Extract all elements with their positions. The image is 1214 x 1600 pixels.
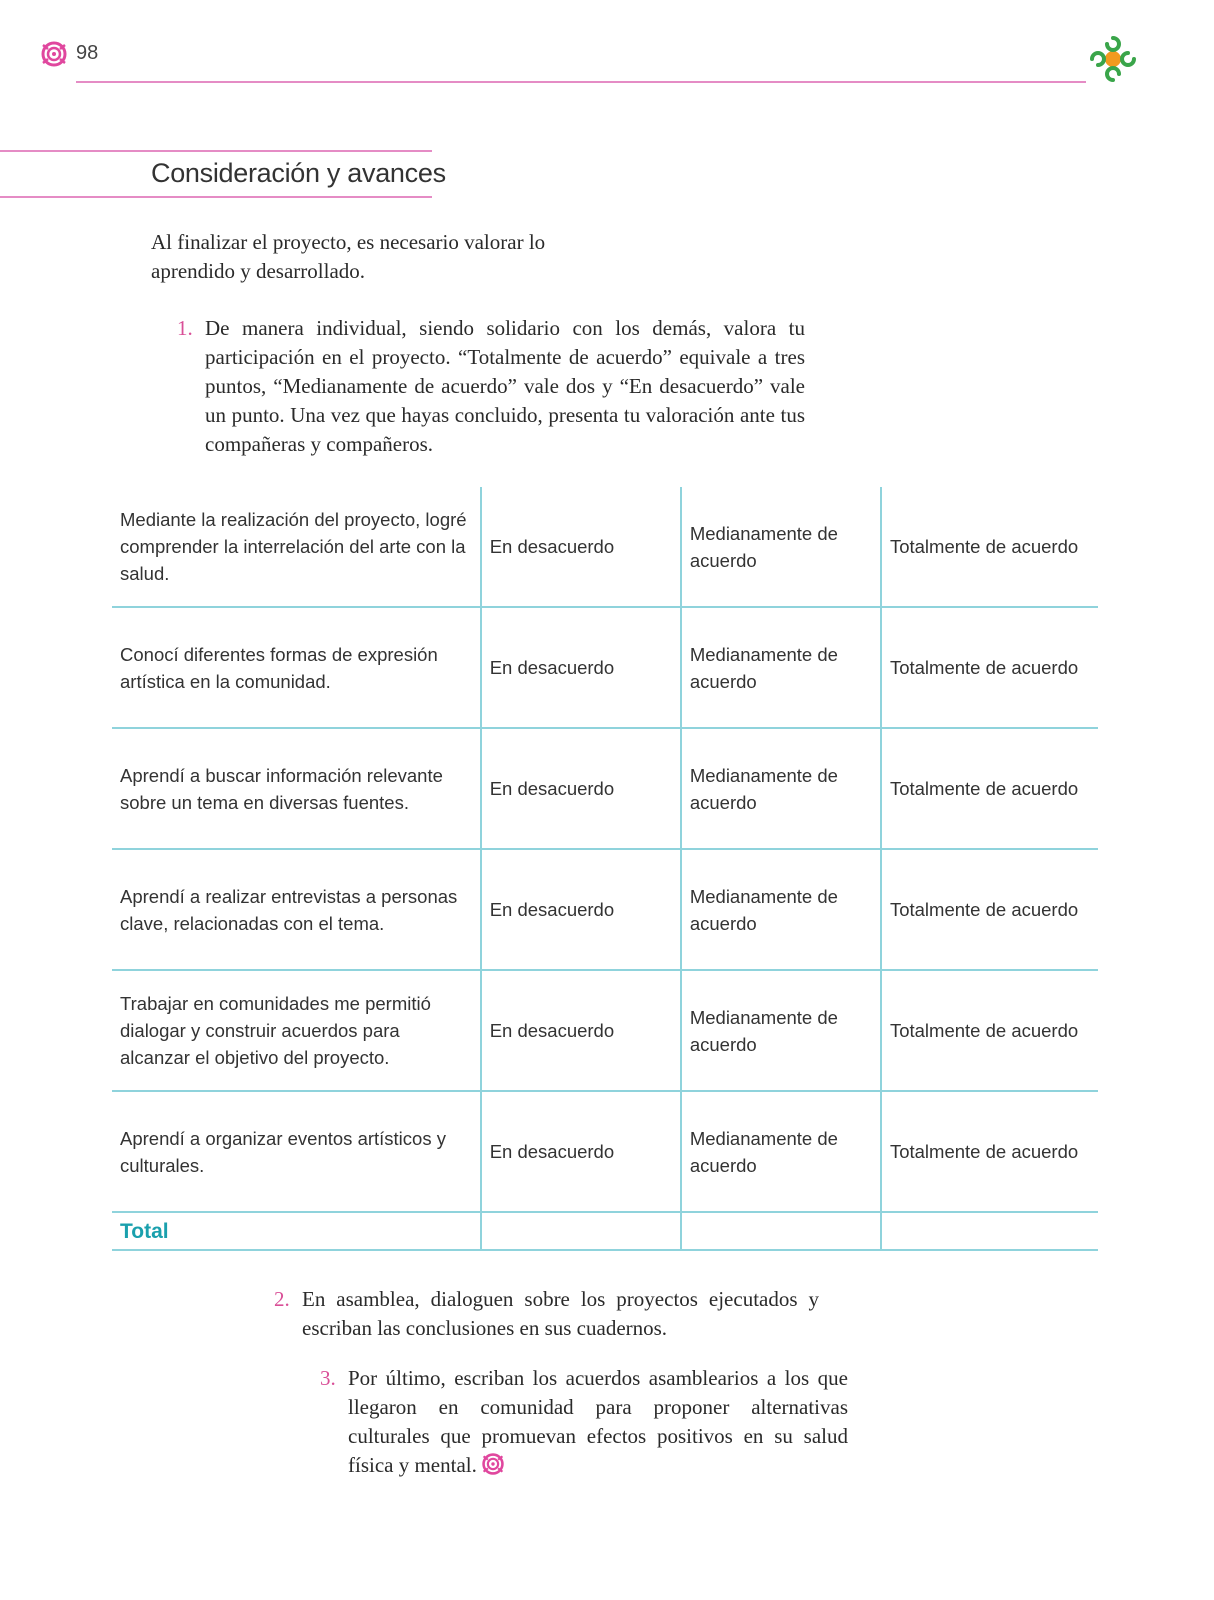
option-somewhat-agree[interactable]: Medianamente de acuerdo bbox=[681, 607, 881, 728]
intro-paragraph: Al finalizar el proyecto, es necesario valorar lo aprendido y desarrollado. bbox=[151, 230, 546, 283]
option-totally-agree[interactable]: Totalmente de acuerdo bbox=[881, 1091, 1098, 1212]
option-totally-agree[interactable]: Totalmente de acuerdo bbox=[881, 607, 1098, 728]
self-evaluation-table bbox=[112, 487, 1098, 1251]
statement-cell: Conocí diferentes formas de expresión artística en la comunidad. bbox=[112, 607, 481, 728]
section-title: Consideración y avances bbox=[151, 158, 446, 188]
item-number: 3. bbox=[320, 1366, 336, 1390]
item-text-wrap bbox=[348, 1364, 848, 1480]
table-row bbox=[112, 487, 1098, 607]
instruction-item-2 bbox=[274, 1285, 819, 1345]
option-somewhat-agree[interactable]: Medianamente de acuerdo bbox=[681, 849, 881, 970]
item-text: De manera individual, siendo solidario con los demás, valora tu participación en el proyecto. “Totalmente de acuerdo” equivale a tres puntos, “Medianamente de acuerdo” vale dos y “En desacuerdo” vale un punto. Una vez que hayas concluido, presenta tu valoración ante tus compañeras y compañeros. bbox=[205, 316, 805, 456]
option-somewhat-agree[interactable]: Medianamente de acuerdo bbox=[681, 487, 881, 607]
total-label: Total bbox=[112, 1212, 481, 1250]
item-text: Por último, escriban los acuerdos asamblearios a los que llegaron en comunidad para proponer alternativas culturales que promuevan efectos positivos en su salud física y mental. bbox=[348, 1366, 848, 1477]
statement-cell: Mediante la realización del proyecto, logré comprender la interrelación del arte con la salud. bbox=[112, 487, 481, 607]
total-somewhat-agree-cell[interactable] bbox=[681, 1212, 881, 1250]
instruction-item-3 bbox=[320, 1364, 848, 1484]
option-totally-agree[interactable]: Totalmente de acuerdo bbox=[881, 728, 1098, 849]
green-orange-flower-logo-icon bbox=[1086, 32, 1140, 86]
item-number: 1. bbox=[177, 316, 193, 340]
table-row bbox=[112, 970, 1098, 1091]
statement-cell: Trabajar en comunidades me permitió dialogar y construir acuerdos para alcanzar el objetivo del proyecto. bbox=[112, 970, 481, 1091]
option-disagree[interactable]: En desacuerdo bbox=[481, 487, 681, 607]
total-row bbox=[112, 1212, 1098, 1250]
title-rule-top bbox=[0, 150, 432, 152]
title-rule-bottom bbox=[0, 196, 432, 198]
option-somewhat-agree[interactable]: Medianamente de acuerdo bbox=[681, 1091, 881, 1212]
statement-cell: Aprendí a buscar información relevante sobre un tema en diversas fuentes. bbox=[112, 728, 481, 849]
option-totally-agree[interactable]: Totalmente de acuerdo bbox=[881, 849, 1098, 970]
table-row bbox=[112, 1091, 1098, 1212]
option-disagree[interactable]: En desacuerdo bbox=[481, 1091, 681, 1212]
pink-flower-icon bbox=[40, 40, 68, 68]
table-row bbox=[112, 728, 1098, 849]
option-disagree[interactable]: En desacuerdo bbox=[481, 970, 681, 1091]
table-row bbox=[112, 849, 1098, 970]
option-somewhat-agree[interactable]: Medianamente de acuerdo bbox=[681, 728, 881, 849]
option-disagree[interactable]: En desacuerdo bbox=[481, 607, 681, 728]
option-disagree[interactable]: En desacuerdo bbox=[481, 728, 681, 849]
total-totally-agree-cell[interactable] bbox=[881, 1212, 1098, 1250]
instruction-item-1 bbox=[177, 314, 805, 464]
option-totally-agree[interactable]: Totalmente de acuerdo bbox=[881, 487, 1098, 607]
total-disagree-cell[interactable] bbox=[481, 1212, 681, 1250]
table-row bbox=[112, 607, 1098, 728]
item-text: En asamblea, dialoguen sobre los proyectos ejecutados y escriban las conclusiones en sus cuadernos. bbox=[302, 1287, 819, 1340]
item-number: 2. bbox=[274, 1287, 290, 1311]
option-totally-agree[interactable]: Totalmente de acuerdo bbox=[881, 970, 1098, 1091]
option-somewhat-agree[interactable]: Medianamente de acuerdo bbox=[681, 970, 881, 1091]
option-disagree[interactable]: En desacuerdo bbox=[481, 849, 681, 970]
pink-flower-end-icon bbox=[481, 1452, 505, 1476]
page-number: 98 bbox=[76, 42, 99, 64]
header-rule bbox=[76, 81, 1086, 83]
statement-cell: Aprendí a organizar eventos artísticos y culturales. bbox=[112, 1091, 481, 1212]
statement-cell: Aprendí a realizar entrevistas a personas clave, relacionadas con el tema. bbox=[112, 849, 481, 970]
